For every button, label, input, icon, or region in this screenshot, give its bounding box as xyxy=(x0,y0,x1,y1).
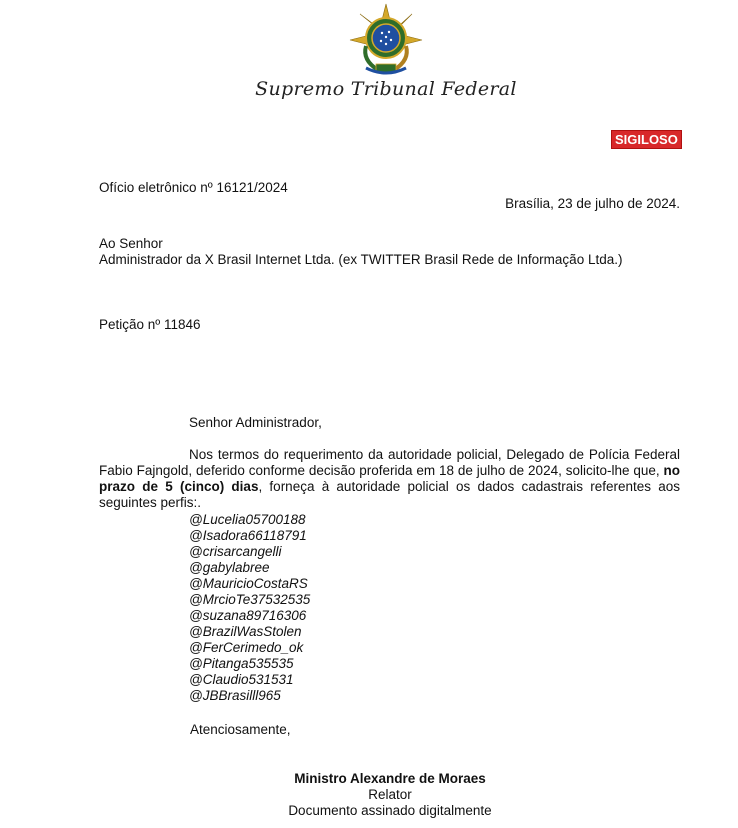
deadline-text: no prazo de 5 (cinco) dias xyxy=(99,463,680,494)
body-text-part2: , forneça à autoridade policial os dados cadastrais referentes aos seguintes perfis:. xyxy=(99,479,680,510)
signer-role: Relator xyxy=(368,787,412,802)
recipient-title: Ao Senhor xyxy=(99,236,163,251)
recipient-block xyxy=(99,236,622,268)
closing: Atenciosamente, xyxy=(190,722,291,737)
profile-item: @gabylabree xyxy=(189,560,270,575)
profile-item: @MrcioTe37532535 xyxy=(189,592,311,607)
greeting: Senhor Administrador, xyxy=(189,415,322,430)
body-paragraph xyxy=(99,447,680,511)
signature-block xyxy=(240,771,540,819)
profile-item: @Pitanga535535 xyxy=(189,656,294,671)
signer-name: Ministro Alexandre de Moraes xyxy=(294,771,486,786)
profile-list xyxy=(189,512,310,704)
body-text-part1: Nos termos do requerimento da autoridade policial, Delegado de Polícia Federal Fabio Fajngold, deferido conforme decisão proferida em 18 de julho de 2024, solicito-lhe que, xyxy=(99,447,680,478)
profile-item: @MauricioCostaRS xyxy=(189,576,308,591)
coat-of-arms-seal xyxy=(348,2,424,78)
profile-item: @BrazilWasStolen xyxy=(189,624,302,639)
recipient-name: Administrador da X Brasil Internet Ltda. (ex TWITTER Brasil Rede de Informação Ltda.) xyxy=(99,252,623,267)
profile-item: @suzana89716306 xyxy=(189,608,307,623)
profile-item: @crisarcangelli xyxy=(189,544,282,559)
document-date: Brasília, 23 de julho de 2024. xyxy=(505,196,680,211)
signature-note: Documento assinado digitalmente xyxy=(288,803,492,818)
profile-item: @Claudio531531 xyxy=(189,672,294,687)
oficio-number: Ofício eletrônico nº 16121/2024 xyxy=(99,180,288,195)
court-name: Supremo Tribunal Federal xyxy=(255,78,517,100)
peticao-number: Petição nº 11846 xyxy=(99,317,201,332)
profile-item: @Isadora66118791 xyxy=(189,528,307,543)
classification-badge: SIGILOSO xyxy=(611,130,682,149)
profile-item: @Lucelia05700188 xyxy=(189,512,306,527)
profile-item: @JBBrasilll965 xyxy=(189,688,281,703)
profile-item: @FerCerimedo_ok xyxy=(189,640,304,655)
